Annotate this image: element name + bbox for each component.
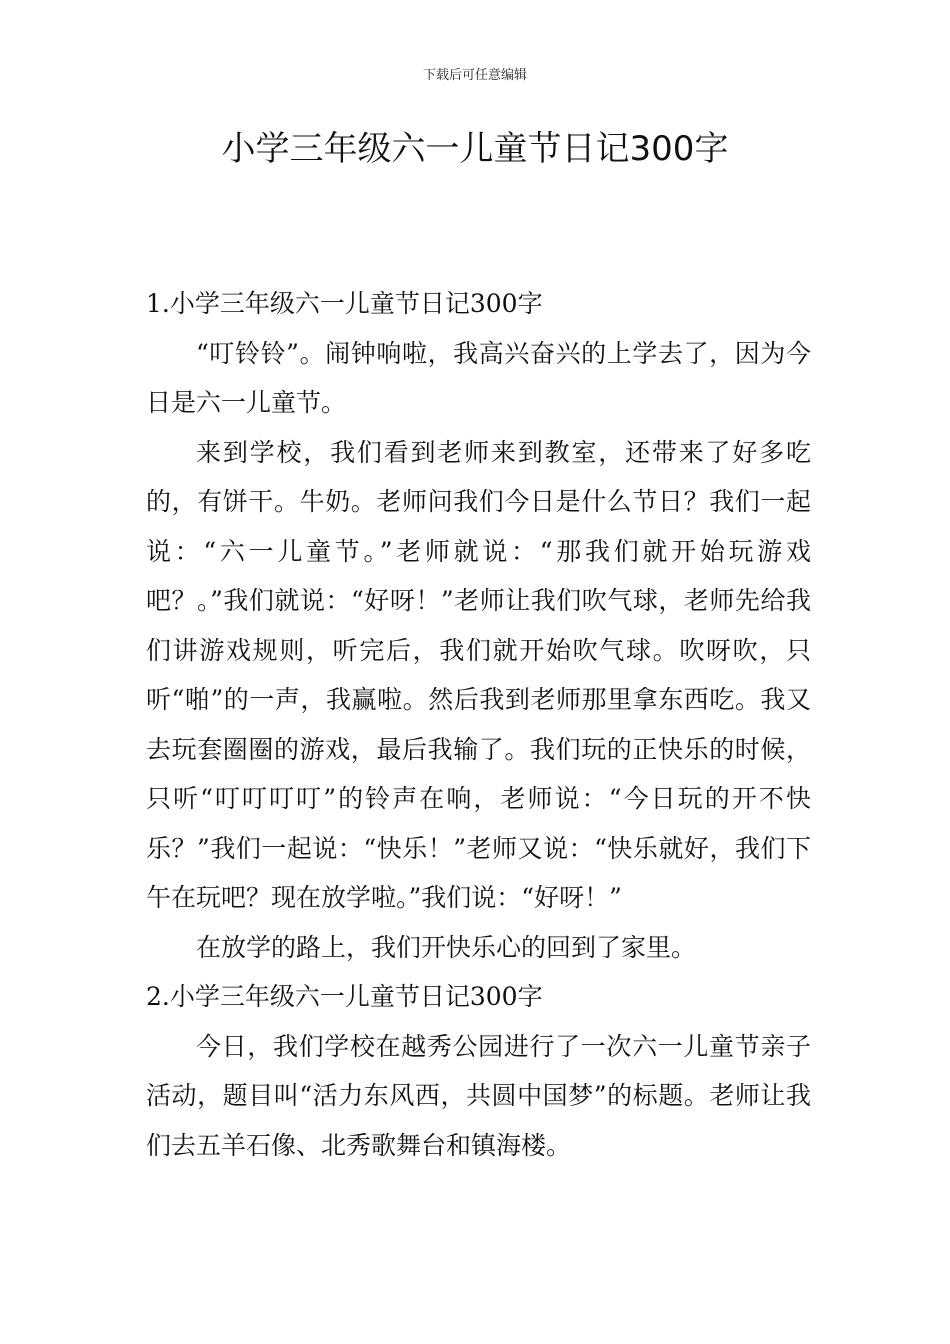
paragraph: 来到学校，我们看到老师来到教室，还带来了好多吃的，有饼干。牛奶。老师问我们今日是什么节日？我们一起说：“六一儿童节。”老师就说：“那我们就开始玩游戏吧？。”我们就说：“好呀！”老师让我们吹气球，老师先给我们讲游戏规则，听完后，我们就开始吹气球。吹呀吹，只听“啪”的一声，我赢啦。然后我到老师那里拿东西吃。我又去玩套圈圈的游戏，最后我输了。我们玩的正快乐的时候，只听“叮叮叮叮”的铃声在响，老师说：“今日玩的开不快乐？”我们一起说：“快乐！”老师又说：“快乐就好，我们下午在玩吧？现在放学啦。”我们说：“好呀！” xyxy=(146,437,811,912)
paragraph: 在放学的路上，我们开快乐心的回到了家里。 xyxy=(196,932,697,962)
document-body xyxy=(146,279,811,1170)
paragraph: “叮铃铃”。闹钟响啦，我高兴奋兴的上学去了，因为今日是六一儿童节。 xyxy=(146,338,811,417)
document-title: 小学三年级六一儿童节日记300字 xyxy=(221,129,729,169)
paragraph: 今日，我们学校在越秀公园进行了一次六一儿童节亲子活动，题目叫“活力东风西，共圆中国梦”的标题。老师让我们去五羊石像、北秀歌舞台和镇海楼。 xyxy=(146,1031,811,1160)
header-note: 下载后可任意编辑 xyxy=(422,68,527,83)
section-heading-2: 2.小学三年级六一儿童节日记300字 xyxy=(146,982,543,1011)
section-heading-1: 1.小学三年级六一儿童节日记300字 xyxy=(146,289,543,318)
